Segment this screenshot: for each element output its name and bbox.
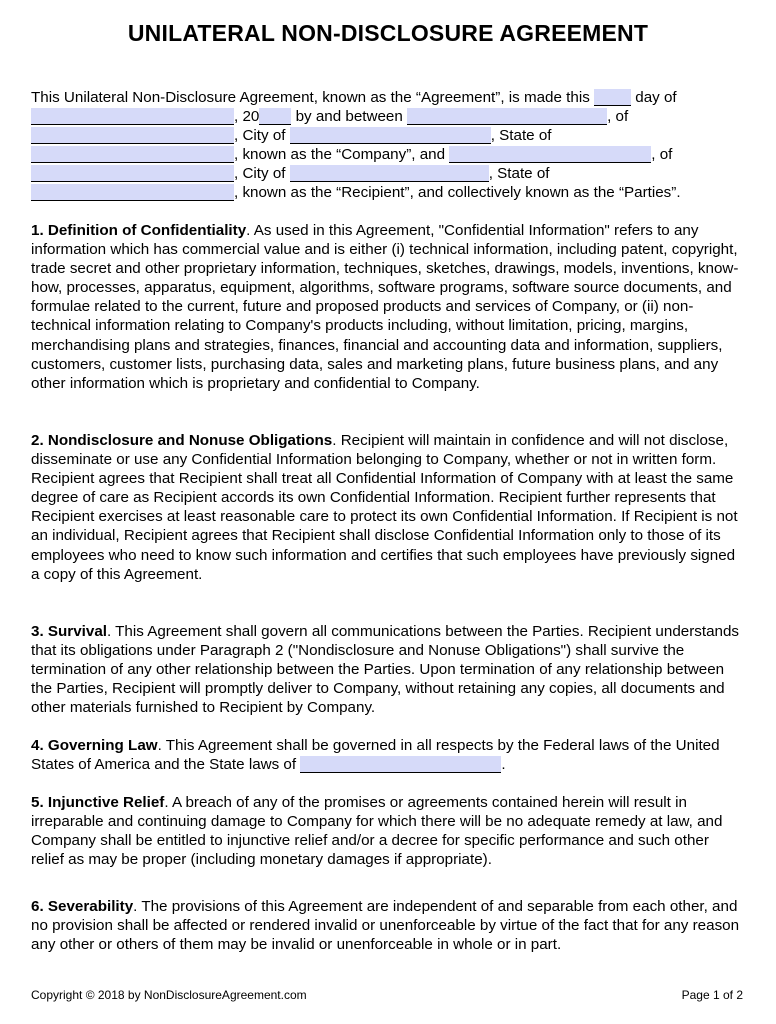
day-field[interactable]: [594, 89, 631, 106]
governing-state-field[interactable]: [300, 756, 501, 773]
intro-line-3: , City of , State of: [31, 126, 552, 145]
recipient-state-field[interactable]: [31, 184, 234, 201]
company-address-field[interactable]: [31, 127, 234, 144]
company-city-field[interactable]: [290, 127, 491, 144]
intro-line-6: , known as the “Recipient”, and collectively known as the “Parties”.: [31, 183, 681, 202]
section-body: . A breach of any of the promises or agreements contained herein will result in irreparable and continuing damage to Company for which there will be no adequate remedy at law, and Company shall be entitled to injunctive relief and/or a decree for specific performance and such other relief as may be proper (including monetary damages if appropriate).: [31, 794, 723, 869]
footer-page-number: Page 1 of 2: [681, 988, 743, 1002]
section-heading: 5. Injunctive Relief: [31, 794, 165, 811]
section-severability: [31, 897, 745, 954]
section-governing-law: 4. Governing Law. This Agreement shall be governed in all respects by the Federal laws of the United States of America and the State laws of .: [31, 737, 720, 774]
section-heading: 6. Severability: [31, 898, 134, 915]
intro-line-1: This Unilateral Non-Disclosure Agreement, known as the “Agreement”, is made this day of: [31, 89, 677, 106]
year-field[interactable]: [259, 108, 291, 125]
footer-copyright: Copyright © 2018 by NonDisclosureAgreement.com: [31, 988, 307, 1002]
intro-line-5: , City of , State of: [31, 164, 550, 183]
month-field[interactable]: [31, 108, 234, 125]
section-heading: 3. Survival: [31, 623, 107, 640]
intro-line-2: , 20 by and between , of: [31, 107, 628, 126]
section-body: . This Agreement shall be governed in all respects by the Federal laws of the United States of America and the State laws of: [31, 737, 720, 774]
section-survival: [31, 622, 745, 717]
section-body: . The provisions of this Agreement are independent of and separable from each other, and no provision shall be affected or rendered invalid or unenforceable by virtue of the fact that for any reason any other or others of them may be invalid or unenforceable in whole or in part.: [31, 898, 740, 954]
section-heading: 2. Nondisclosure and Nonuse Obligations: [31, 432, 333, 449]
document-title: UNILATERAL NON-DISCLOSURE AGREEMENT: [127, 20, 649, 46]
recipient-city-field[interactable]: [290, 165, 489, 182]
section-nondisclosure: [31, 431, 745, 584]
section-body: . Recipient will maintain in confidence and will not disclose, disseminate or use any Confidential Information belonging to Company, whether or not in written form. Recipient agrees that Recipient shall treat all Confidential Information of Company with at least the same degree of care as Recipient accords its own Confidential Information. Recipient further represents that Recipient exercises at least reasonable care to protect its own Confidential Information. If Recipient is not an individual, Recipient agrees that Recipient shall disclose Confidential Information only to those of its employees who need to know such information and certifies that such employees have previously signed a copy of this Agreement.: [31, 432, 738, 583]
section-body: . As used in this Agreement, "Confidential Information" refers to any information which has commercial value and is either (i) technical information, including patent, copyright, trade secret and other proprietary information, techniques, sketches, drawings, models, inventions, know-how, processes, apparatus, equipment, algorithms, software programs, software source documents, and formulae related to the current, future and proposed products and services of Company, or (ii) non-technical information relating to Company's products including, without limitation, pricing, margins, merchandising plans and strategies, finances, financial and accounting data and information, suppliers, customers, customer lists, purchasing data, sales and marketing plans, future business plans, and any other information which is proprietary and confidential to Company.: [31, 222, 739, 392]
section-heading: 4. Governing Law: [31, 737, 158, 754]
recipient-name-field[interactable]: [449, 146, 651, 163]
company-state-field[interactable]: [31, 146, 234, 163]
recipient-address-field[interactable]: [31, 165, 234, 182]
section-injunctive-relief: [31, 793, 745, 869]
section-heading: 1. Definition of Confidentiality: [31, 222, 247, 239]
section-confidentiality: [31, 221, 745, 393]
section-body: . This Agreement shall govern all communications between the Parties. Recipient understands that its obligations under Paragraph 2 ("Nondisclosure and Nonuse Obligations") shall survive the termination of any other relationship between the Parties. Upon termination of any relationship between the Parties, Recipient will promptly deliver to Company, without retaining any copies, all documents and other materials furnished to Recipient by Company.: [31, 623, 740, 717]
company-name-field[interactable]: [407, 108, 607, 125]
intro-line-4: , known as the “Company”, and , of: [31, 145, 672, 164]
